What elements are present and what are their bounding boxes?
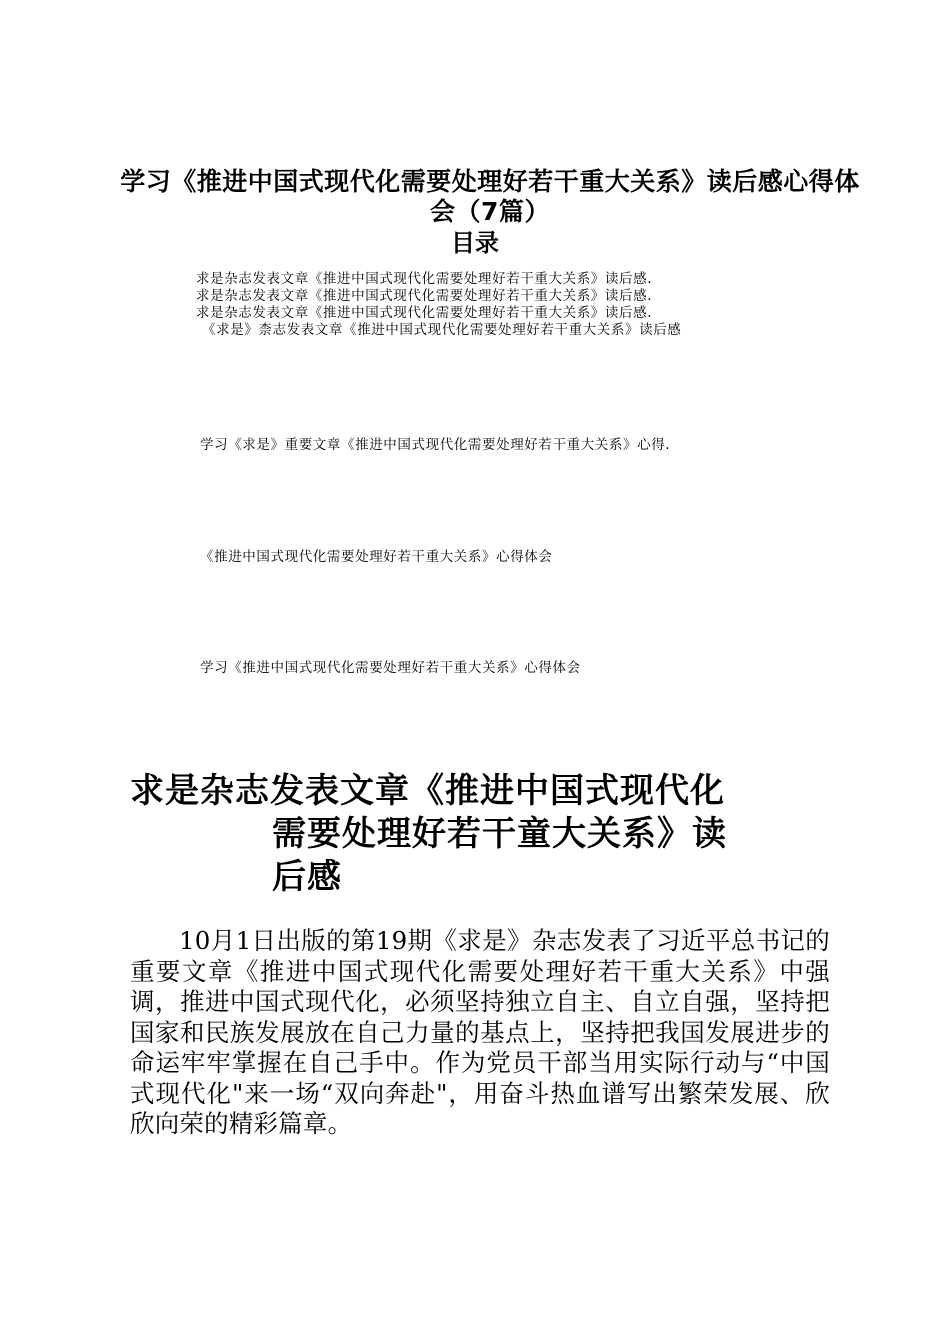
article-paragraph: 10月1日出版的第19期《求是》杂志发表了习近平总书记的重要文章《推进中国式现代化需要处理好若干重大关系》中强调，推进中国式现代化，必须坚持独立自主、自立自强，坚持把国家和民族发展放在自己力量的基点上，坚持把我国发展进步的命运牢牢掌握在自己手中。作为党员干部当用实际行动与“中国式现代化"来一场“双向奔赴"，用奋斗热血谱写出繁荣发展、欣欣向荣的精彩篇章。 [130, 926, 830, 1138]
toc-item[interactable]: 求是杂志发表文章《推进中国式现代化需要处理好若干重大关系》读后感. [196, 288, 653, 304]
article-title-line: 后感 [272, 857, 342, 897]
document-title: 学习《推进中国式现代化需要处理好若干重大关系》读后感心得体会（7篇） [120, 167, 860, 226]
article-title [130, 770, 850, 899]
toc-item[interactable]: 求是杂志发表文章《推进中国式现代化需要处理好若干重大关系》读后感. [196, 271, 653, 287]
article-title-line: 求是杂志发表文章《推进中国式现代化 [130, 771, 725, 811]
toc-list [190, 271, 830, 339]
article-title-line: 需要处理好若干童大关系》读 [272, 814, 727, 854]
toc-item[interactable]: 求是杂志发表文章《推进中国式现代化需要处理好若干重大关系》读后感. [196, 305, 653, 321]
toc-item[interactable]: 《推进中国式现代化需要处理好若干重大关系》心得体会 [200, 549, 553, 565]
toc-item[interactable]: 学习《推进中国式现代化需要处理好若干重大关系》心得体会 [200, 660, 581, 676]
toc-item[interactable]: 《求是》柰志发表文章《推进中国式现代化需要处理好若干重大关系》读后感 [202, 322, 682, 338]
toc-item[interactable]: 学习《求是》重要文章《推进中国式现代化需要处理好若干重大关系》心得. [200, 437, 671, 453]
toc-heading: 目录 [451, 229, 499, 257]
